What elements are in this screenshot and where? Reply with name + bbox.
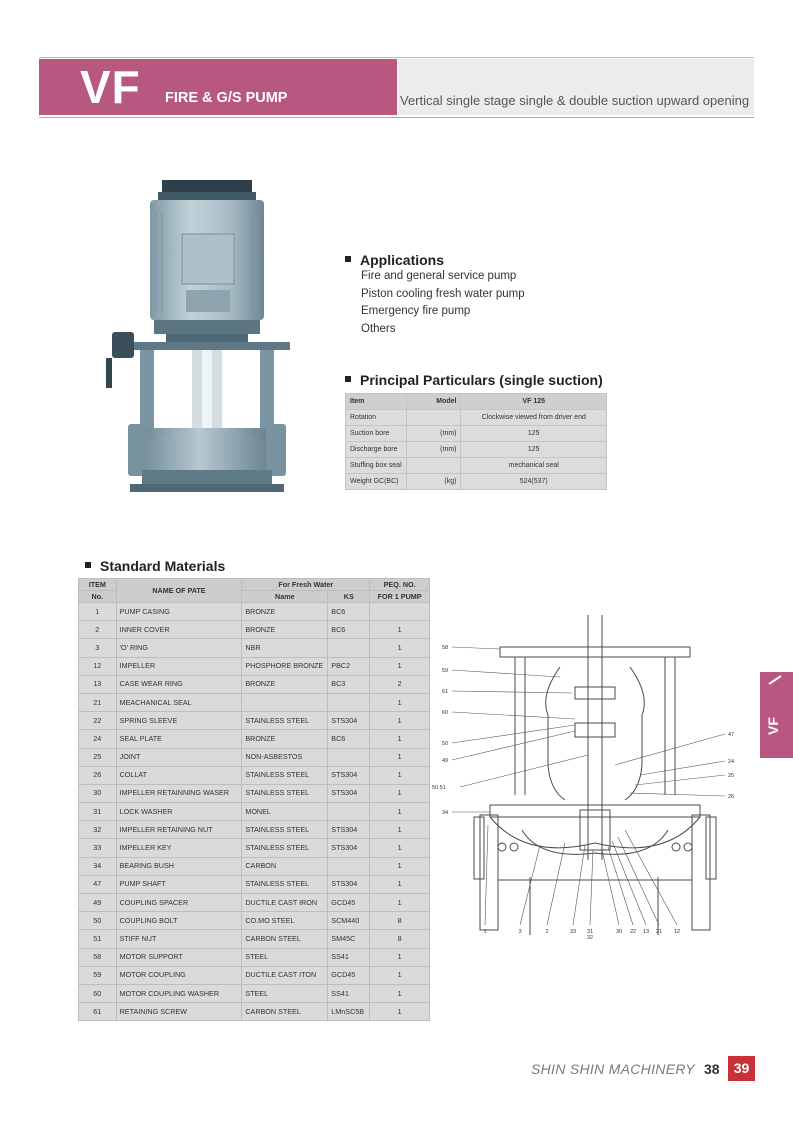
- footer-brand: SHIN SHIN MACHINERY: [531, 1061, 695, 1077]
- sectional-diagram: [430, 615, 760, 950]
- materials-ks: GCD45: [328, 894, 370, 912]
- materials-qty: 1: [370, 821, 430, 839]
- materials-material: CARBON STEEL: [242, 1003, 328, 1021]
- materials-heading: Standard Materials: [85, 557, 225, 575]
- callout-label: 1: [483, 929, 487, 935]
- materials-ks: [328, 803, 370, 821]
- materials-ks: PBC2: [328, 657, 370, 675]
- materials-qty: 1: [370, 803, 430, 821]
- callout-label: 47: [728, 732, 735, 738]
- materials-qty: 1: [370, 621, 430, 639]
- callout-label: 26: [728, 794, 735, 800]
- particulars-label: Suction bore: [346, 426, 407, 442]
- materials-qty: 1: [370, 693, 430, 711]
- table-row: [79, 966, 430, 984]
- materials-part-name: INNER COVER: [116, 621, 242, 639]
- materials-table: [78, 578, 430, 1021]
- materials-part-name: JOINT: [116, 748, 242, 766]
- materials-qty: 1: [370, 948, 430, 966]
- particulars-value: 125: [461, 426, 607, 442]
- callout-label: 34: [442, 810, 449, 816]
- materials-qty: [370, 603, 430, 621]
- materials-part-name: COUPLING SPACER: [116, 894, 242, 912]
- materials-part-name: MEACHANICAL SEAL: [116, 693, 242, 711]
- materials-ks: STS304: [328, 875, 370, 893]
- materials-material: DUCTILE CAST IRON: [242, 894, 328, 912]
- materials-ks: SM45C: [328, 930, 370, 948]
- materials-qty: 1: [370, 984, 430, 1002]
- materials-item-no: 30: [79, 784, 117, 802]
- materials-qty: 1: [370, 712, 430, 730]
- materials-part-name: IMPELLER RETAINNING WASER: [116, 784, 242, 802]
- particulars-unit: (mm): [406, 426, 461, 442]
- materials-item-no: 49: [79, 894, 117, 912]
- table-row: [79, 657, 430, 675]
- materials-ks: BC6: [328, 730, 370, 748]
- application-item: Others: [361, 322, 396, 335]
- materials-ks: [328, 639, 370, 657]
- materials-qty: 2: [370, 675, 430, 693]
- callout-label: 25: [728, 773, 735, 779]
- bullet-square-icon: [85, 562, 91, 568]
- particulars-label: Weight GC(BC): [346, 474, 407, 490]
- materials-qty: 8: [370, 912, 430, 930]
- table-row: [79, 730, 430, 748]
- materials-qty: 1: [370, 857, 430, 875]
- materials-part-name: STIFF NUT: [116, 930, 242, 948]
- callout-label: 21: [655, 929, 663, 935]
- header-bottom-rule: [39, 117, 754, 118]
- particulars-model-header: Model: [406, 394, 461, 410]
- materials-part-name: MOTOR COUPLING WASHER: [116, 984, 242, 1002]
- callout-label: 31: [586, 929, 594, 935]
- materials-material: STAINLESS STEEL: [242, 784, 328, 802]
- materials-qty: 8: [370, 930, 430, 948]
- particulars-header-row: [346, 394, 607, 410]
- table-row: [79, 712, 430, 730]
- table-row: [79, 894, 430, 912]
- callout-label: 2: [545, 929, 549, 935]
- materials-qty: 1: [370, 894, 430, 912]
- materials-material: CARBON STEEL: [242, 930, 328, 948]
- callout-label: 58: [442, 645, 449, 651]
- materials-material: STAINLESS STEEL: [242, 839, 328, 857]
- callout-label: 3: [518, 929, 522, 935]
- materials-item-no: 12: [79, 657, 117, 675]
- materials-ks: [328, 857, 370, 875]
- page-number-right: 39: [728, 1056, 755, 1081]
- particulars-row: [346, 410, 607, 426]
- applications-list: [361, 268, 525, 338]
- table-row: [79, 839, 430, 857]
- particulars-table: [345, 393, 607, 490]
- application-item: Fire and general service pump: [361, 270, 517, 282]
- materials-item-no: 21: [79, 693, 117, 711]
- table-row: [79, 621, 430, 639]
- side-tab-label: VF: [765, 717, 781, 735]
- particulars-label: Rotation: [346, 410, 407, 426]
- materials-ks: [328, 693, 370, 711]
- callout-label: 24: [728, 759, 735, 765]
- particulars-row: [346, 442, 607, 458]
- no-header: No.: [79, 591, 117, 603]
- table-row: [79, 948, 430, 966]
- ks-header: KS: [328, 591, 370, 603]
- materials-part-name: LOCK WASHER: [116, 803, 242, 821]
- materials-ks: STS304: [328, 784, 370, 802]
- application-item: Emergency fire pump: [361, 305, 471, 317]
- material-name-header: Name: [242, 591, 328, 603]
- materials-ks: LMnSC5B: [328, 1003, 370, 1021]
- materials-qty: 1: [370, 657, 430, 675]
- materials-material: PHOSPHORE BRONZE: [242, 657, 328, 675]
- materials-item-no: 3: [79, 639, 117, 657]
- materials-qty: 1: [370, 748, 430, 766]
- materials-item-no: 32: [79, 821, 117, 839]
- callout-label: 60: [442, 710, 449, 716]
- materials-item-no: 50: [79, 912, 117, 930]
- table-row: [79, 930, 430, 948]
- materials-ks: STS304: [328, 821, 370, 839]
- particulars-value: 125: [461, 442, 607, 458]
- materials-qty: 1: [370, 875, 430, 893]
- materials-item-no: 25: [79, 748, 117, 766]
- applications-heading: Applications: [345, 251, 444, 269]
- product-code: VF: [80, 61, 141, 113]
- materials-material: BRONZE: [242, 730, 328, 748]
- particulars-unit: (mm): [406, 442, 461, 458]
- particulars-row: [346, 426, 607, 442]
- materials-material: MONEL: [242, 803, 328, 821]
- table-row: [79, 766, 430, 784]
- particulars-unit: [406, 410, 461, 426]
- table-row: [79, 748, 430, 766]
- callout-label: 22: [629, 929, 637, 935]
- table-row: [79, 821, 430, 839]
- per-pump-header: FOR 1 PUMP: [370, 591, 430, 603]
- materials-material: STAINLESS STEEL: [242, 875, 328, 893]
- materials-part-name: IMPELLER RETAINING NUT: [116, 821, 242, 839]
- particulars-item-header: Item: [346, 394, 407, 410]
- materials-body: [79, 603, 430, 1021]
- materials-part-name: BEARING BUSH: [116, 857, 242, 875]
- materials-material: BRONZE: [242, 603, 328, 621]
- particulars-model-value: VF 125: [461, 394, 607, 410]
- product-subtitle: Vertical single stage single & double suction upward opening: [400, 93, 750, 108]
- materials-material: [242, 693, 328, 711]
- materials-ks: GCD45: [328, 966, 370, 984]
- callout-label: 12: [673, 929, 681, 935]
- materials-qty: 1: [370, 966, 430, 984]
- callout-label: 33: [569, 929, 577, 935]
- materials-header-row: [79, 579, 430, 591]
- table-row: [79, 693, 430, 711]
- materials-qty: 1: [370, 784, 430, 802]
- materials-part-name: COUPLING BOLT: [116, 912, 242, 930]
- table-row: [79, 912, 430, 930]
- materials-part-name: SEAL PLATE: [116, 730, 242, 748]
- callout-label: 13: [642, 929, 650, 935]
- materials-material: NON-ASBESTOS: [242, 748, 328, 766]
- materials-part-name: IMPELLER: [116, 657, 242, 675]
- materials-item-no: 58: [79, 948, 117, 966]
- particulars-unit: [406, 458, 461, 474]
- materials-part-name: SPRING SLEEVE: [116, 712, 242, 730]
- materials-part-name: 'O' RING: [116, 639, 242, 657]
- materials-qty: 1: [370, 730, 430, 748]
- materials-item-no: 1: [79, 603, 117, 621]
- bullet-square-icon: [345, 256, 351, 262]
- materials-item-no: 51: [79, 930, 117, 948]
- materials-ks: [328, 748, 370, 766]
- application-item: Piston cooling fresh water pump: [361, 287, 525, 300]
- materials-qty: 1: [370, 839, 430, 857]
- pump-photo: [100, 172, 315, 497]
- req-no-header: PEQ. NO.: [370, 579, 430, 591]
- materials-material: CO.MO STEEL: [242, 912, 328, 930]
- particulars-value: Clockwise viewed from driver end: [461, 410, 607, 426]
- materials-material: STAINLESS STEEL: [242, 821, 328, 839]
- table-row: [79, 639, 430, 657]
- materials-part-name: MOTOR SUPPORT: [116, 948, 242, 966]
- materials-item-no: 34: [79, 857, 117, 875]
- materials-item-no: 24: [79, 730, 117, 748]
- callout-label: 32: [586, 935, 594, 941]
- materials-ks: BC6: [328, 621, 370, 639]
- item-header: ITEM: [79, 579, 117, 591]
- particulars-heading: Principal Particulars (single suction): [345, 371, 603, 389]
- page-number-left: 38: [704, 1061, 720, 1077]
- materials-item-no: 22: [79, 712, 117, 730]
- materials-ks: STS304: [328, 712, 370, 730]
- table-row: [79, 1003, 430, 1021]
- materials-item-no: 13: [79, 675, 117, 693]
- materials-item-no: 26: [79, 766, 117, 784]
- materials-item-no: 47: [79, 875, 117, 893]
- callout-label: 30: [615, 929, 623, 935]
- materials-item-no: 33: [79, 839, 117, 857]
- table-row: [79, 784, 430, 802]
- materials-material: STAINLESS STEEL: [242, 766, 328, 784]
- materials-item-no: 60: [79, 984, 117, 1002]
- particulars-unit: (kg): [406, 474, 461, 490]
- particulars-row: [346, 458, 607, 474]
- callout-label: 50 51: [432, 785, 446, 791]
- materials-part-name: COLLAT: [116, 766, 242, 784]
- materials-ks: STS304: [328, 839, 370, 857]
- table-row: [79, 875, 430, 893]
- bullet-square-icon: [345, 376, 351, 382]
- callout-label: 59: [442, 668, 449, 674]
- table-row: [79, 803, 430, 821]
- table-row: [79, 857, 430, 875]
- materials-material: NBR: [242, 639, 328, 657]
- materials-qty: 1: [370, 766, 430, 784]
- materials-part-name: PUMP CASING: [116, 603, 242, 621]
- materials-part-name: MOTOR COUPLING: [116, 966, 242, 984]
- callout-label: 61: [442, 689, 449, 695]
- materials-material: BRONZE: [242, 675, 328, 693]
- part-name-header: NAME OF PATE: [116, 579, 242, 603]
- product-title: FIRE & G/S PUMP: [165, 90, 288, 106]
- particulars-label: Stuffing box seal: [346, 458, 407, 474]
- materials-item-no: 61: [79, 1003, 117, 1021]
- materials-material: BRONZE: [242, 621, 328, 639]
- tab-arrow-icon: [768, 675, 782, 685]
- materials-item-no: 31: [79, 803, 117, 821]
- materials-ks: SS41: [328, 948, 370, 966]
- materials-ks: STS304: [328, 766, 370, 784]
- materials-qty: 1: [370, 639, 430, 657]
- materials-part-name: PUMP SHAFT: [116, 875, 242, 893]
- particulars-value: 524(537): [461, 474, 607, 490]
- callout-label: 49: [442, 758, 449, 764]
- particulars-row: [346, 474, 607, 490]
- materials-ks: BC6: [328, 603, 370, 621]
- materials-qty: 1: [370, 1003, 430, 1021]
- table-row: [79, 984, 430, 1002]
- materials-material: CARBON: [242, 857, 328, 875]
- table-row: [79, 603, 430, 621]
- materials-material: STEEL: [242, 948, 328, 966]
- materials-part-name: CASE WEAR RING: [116, 675, 242, 693]
- materials-material: DUCTILE CAST ITON: [242, 966, 328, 984]
- materials-item-no: 59: [79, 966, 117, 984]
- materials-part-name: IMPELLER KEY: [116, 839, 242, 857]
- particulars-label: Discharge bore: [346, 442, 407, 458]
- particulars-value: mechanical seal: [461, 458, 607, 474]
- materials-part-name: RETAINING SCREW: [116, 1003, 242, 1021]
- materials-ks: BC3: [328, 675, 370, 693]
- materials-ks: SCM440: [328, 912, 370, 930]
- callout-label: 50: [442, 741, 449, 747]
- materials-ks: SS41: [328, 984, 370, 1002]
- header-top-rule: [39, 57, 754, 58]
- materials-material: STAINLESS STEEL: [242, 712, 328, 730]
- fresh-water-header: For Fresh Water: [242, 579, 370, 591]
- materials-material: STEEL: [242, 984, 328, 1002]
- materials-item-no: 2: [79, 621, 117, 639]
- table-row: [79, 675, 430, 693]
